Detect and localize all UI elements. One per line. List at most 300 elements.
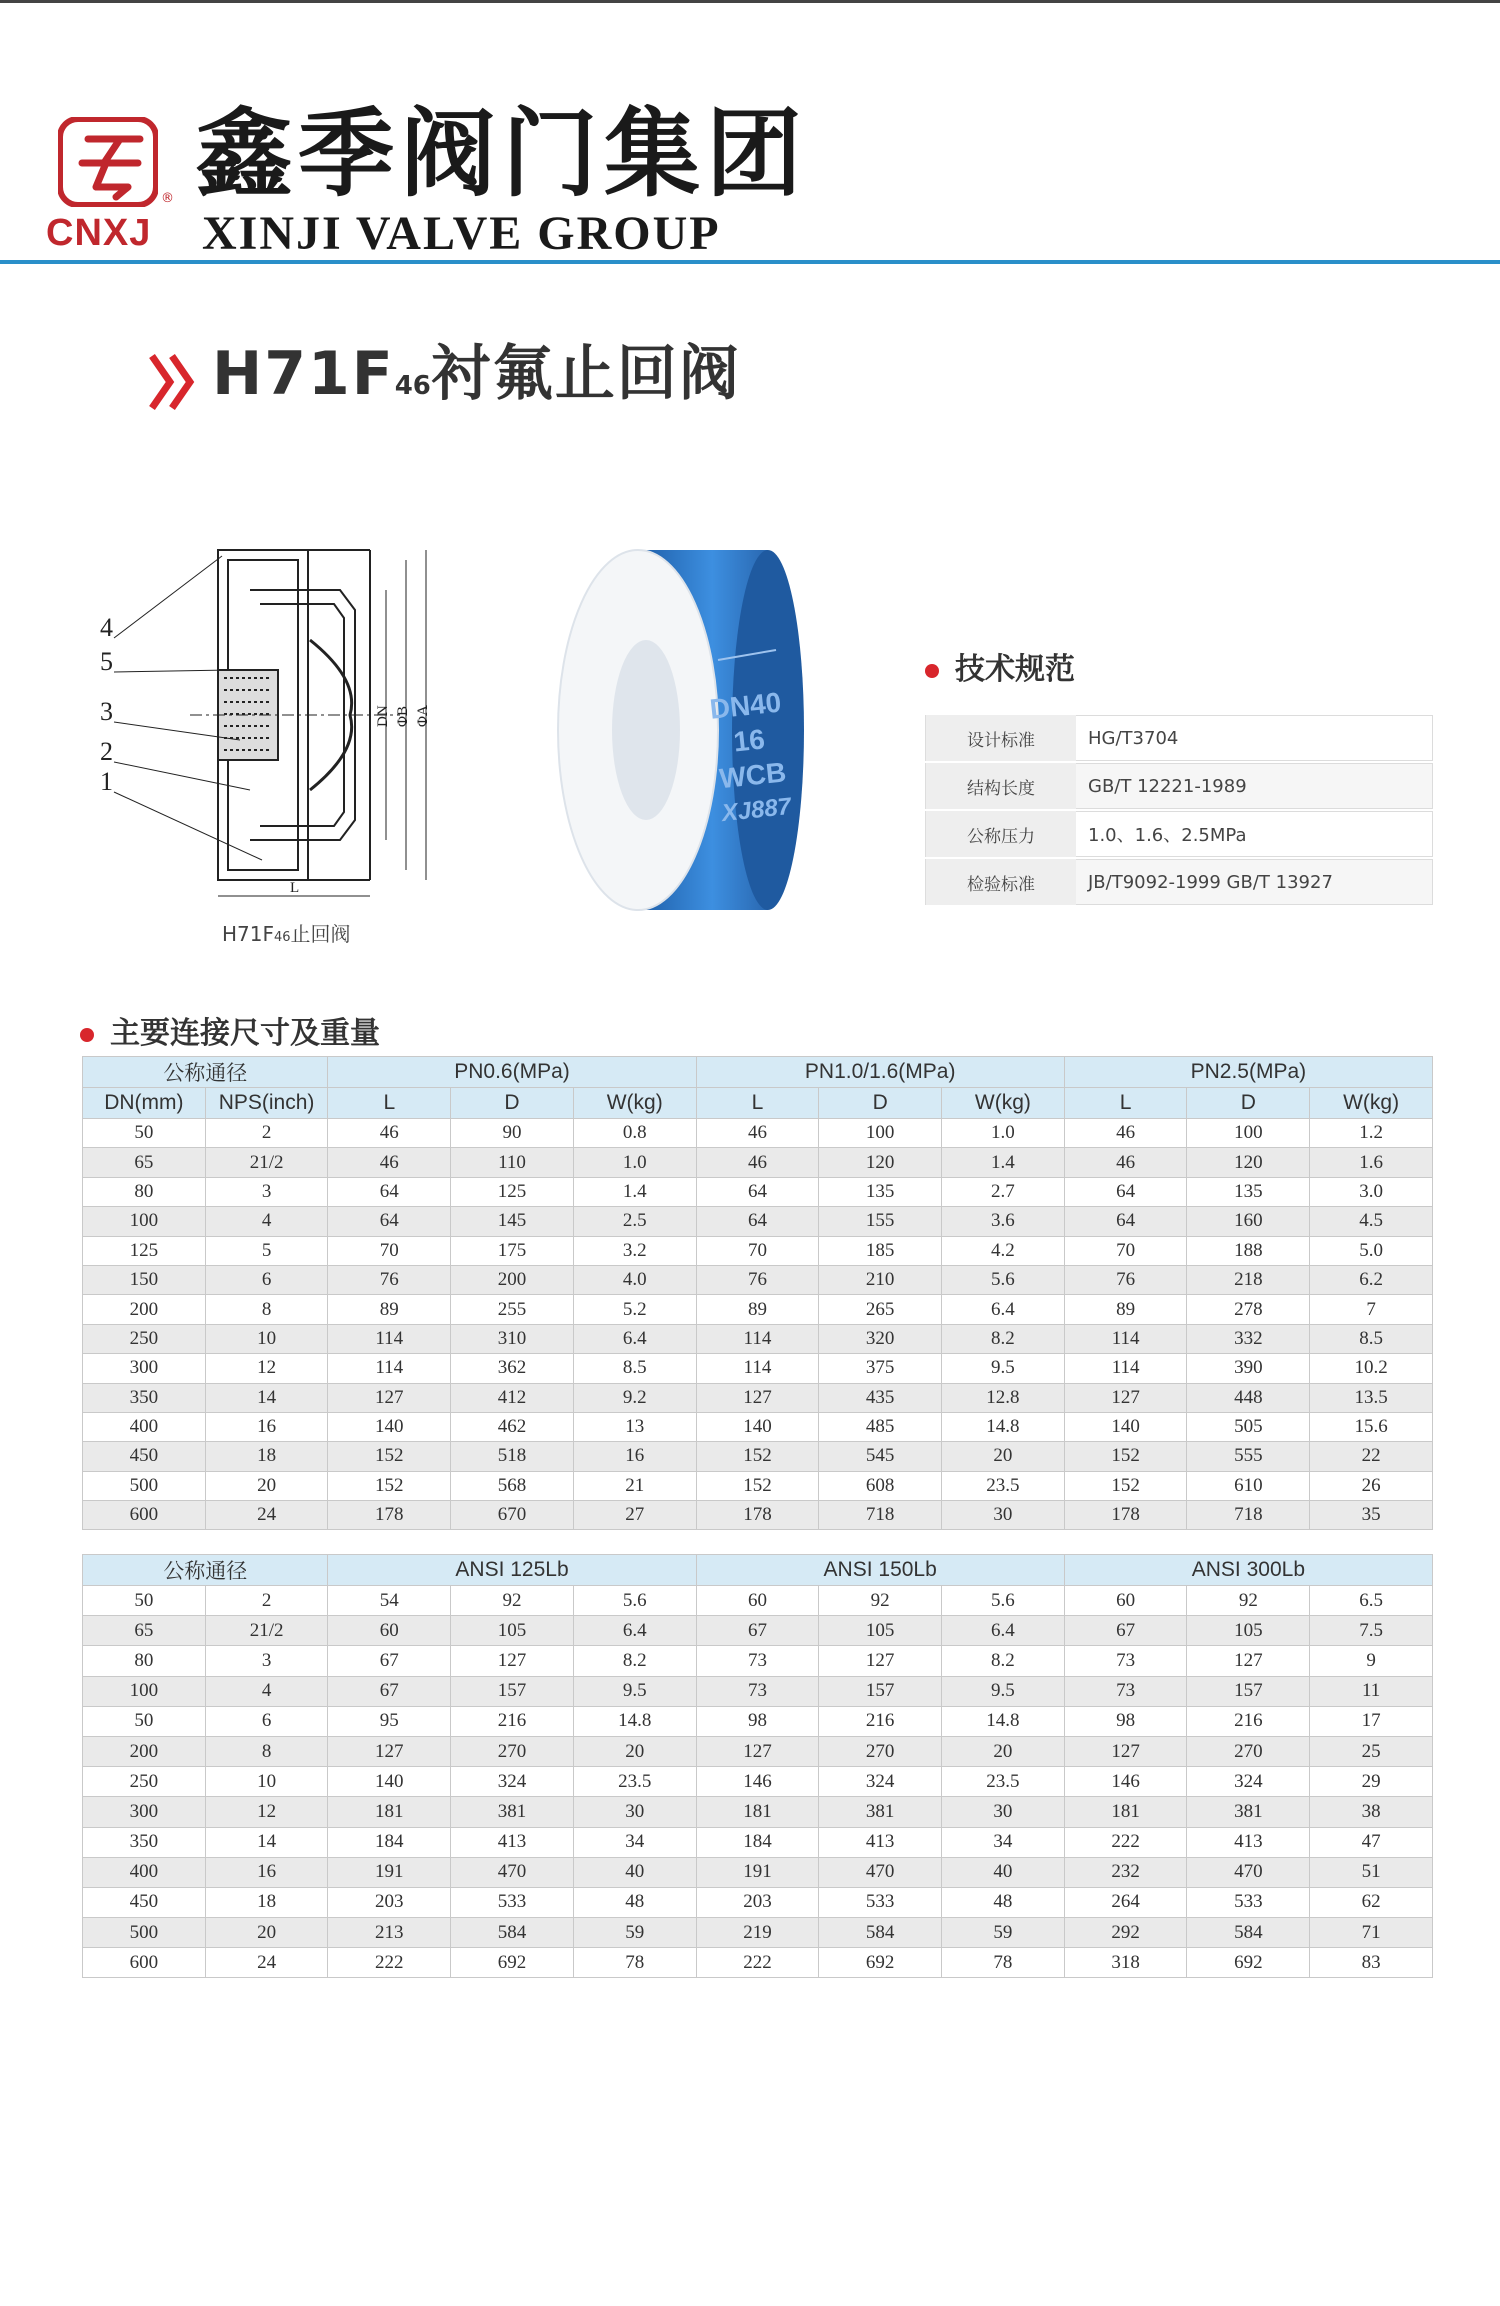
table-cell: 64 bbox=[696, 1177, 819, 1206]
table-cell: 120 bbox=[819, 1148, 942, 1177]
table-cell: 27 bbox=[573, 1501, 696, 1530]
table-cell: 568 bbox=[451, 1471, 574, 1500]
table-cell: 62 bbox=[1310, 1887, 1433, 1917]
table-cell: 92 bbox=[819, 1586, 942, 1616]
table-cell: 60 bbox=[696, 1586, 819, 1616]
double-chevron-icon bbox=[148, 352, 198, 416]
table-cell: 203 bbox=[328, 1887, 451, 1917]
table-cell: 3 bbox=[205, 1646, 328, 1676]
table-cell: 450 bbox=[83, 1887, 206, 1917]
table-row bbox=[83, 1177, 1433, 1206]
table-cell: 5.6 bbox=[573, 1586, 696, 1616]
table-cell: 78 bbox=[573, 1948, 696, 1978]
table-cell: 584 bbox=[1187, 1918, 1310, 1948]
table-cell: 184 bbox=[696, 1827, 819, 1857]
table-cell: 48 bbox=[573, 1887, 696, 1917]
table-cell: 51 bbox=[1310, 1857, 1433, 1887]
brand-short-name: CNXJ bbox=[46, 212, 152, 254]
table-cell: 110 bbox=[451, 1148, 574, 1177]
table-row bbox=[83, 1857, 1433, 1887]
table-cell: 255 bbox=[451, 1295, 574, 1324]
table-cell: 20 bbox=[942, 1442, 1065, 1471]
table-cell: 350 bbox=[83, 1827, 206, 1857]
group-header: 公称通径 bbox=[83, 1057, 328, 1088]
group-header: ANSI 125Lb bbox=[328, 1555, 696, 1586]
column-header: W(kg) bbox=[573, 1088, 696, 1119]
table-row bbox=[83, 1412, 1433, 1441]
table-cell: 10.2 bbox=[1310, 1354, 1433, 1383]
table-cell: 140 bbox=[328, 1412, 451, 1441]
table-cell: 200 bbox=[83, 1295, 206, 1324]
table-cell: 21/2 bbox=[205, 1616, 328, 1646]
table-cell: 400 bbox=[83, 1857, 206, 1887]
table-cell: 8.5 bbox=[1310, 1324, 1433, 1353]
table-cell: 8.2 bbox=[573, 1646, 696, 1676]
table-cell: 16 bbox=[205, 1857, 328, 1887]
table-cell: 470 bbox=[819, 1857, 942, 1887]
table-cell: 22 bbox=[1310, 1442, 1433, 1471]
table-cell: 218 bbox=[1187, 1265, 1310, 1294]
column-header: D bbox=[451, 1088, 574, 1119]
table-cell: 46 bbox=[696, 1119, 819, 1148]
table-cell: 67 bbox=[1064, 1616, 1187, 1646]
table-cell: 20 bbox=[573, 1736, 696, 1766]
table-cell: 35 bbox=[1310, 1501, 1433, 1530]
table-cell: 47 bbox=[1310, 1827, 1433, 1857]
table-cell: 140 bbox=[1064, 1412, 1187, 1441]
table-cell: 76 bbox=[328, 1265, 451, 1294]
table-cell: 300 bbox=[83, 1354, 206, 1383]
dimensions-heading bbox=[80, 1008, 380, 1052]
table-row bbox=[83, 1767, 1433, 1797]
spec-heading-text: 技术规范 bbox=[955, 652, 1075, 687]
caption-model-sub: 46 bbox=[274, 930, 291, 945]
table-cell: 250 bbox=[83, 1767, 206, 1797]
table-cell: 152 bbox=[1064, 1471, 1187, 1500]
table-cell: 155 bbox=[819, 1207, 942, 1236]
table-cell: 50 bbox=[83, 1586, 206, 1616]
table-cell: 98 bbox=[696, 1706, 819, 1736]
table-cell: 48 bbox=[942, 1887, 1065, 1917]
table-cell: 718 bbox=[819, 1501, 942, 1530]
table-cell: 127 bbox=[1064, 1736, 1187, 1766]
table-cell: 114 bbox=[696, 1354, 819, 1383]
table-cell: 448 bbox=[1187, 1383, 1310, 1412]
table-cell: 265 bbox=[819, 1295, 942, 1324]
table-cell: 692 bbox=[819, 1948, 942, 1978]
photo-marking: 16 bbox=[731, 723, 767, 758]
table-cell: 203 bbox=[696, 1887, 819, 1917]
spec-table bbox=[925, 713, 1433, 907]
table-cell: 83 bbox=[1310, 1948, 1433, 1978]
table-cell: 23.5 bbox=[942, 1767, 1065, 1797]
table-cell: 555 bbox=[1187, 1442, 1310, 1471]
table-cell: 1.6 bbox=[1310, 1148, 1433, 1177]
table-cell: 114 bbox=[328, 1354, 451, 1383]
table-row bbox=[83, 1616, 1433, 1646]
table-cell: 18 bbox=[205, 1442, 328, 1471]
table-cell: 25 bbox=[1310, 1736, 1433, 1766]
table-cell: 60 bbox=[328, 1616, 451, 1646]
dimension-label: DN bbox=[375, 705, 391, 727]
table-cell: 127 bbox=[1064, 1383, 1187, 1412]
table-cell: 219 bbox=[696, 1918, 819, 1948]
table-cell: 381 bbox=[819, 1797, 942, 1827]
table-row bbox=[83, 1586, 1433, 1616]
table-cell: 178 bbox=[696, 1501, 819, 1530]
table-cell: 270 bbox=[819, 1736, 942, 1766]
brand-name-cn: 鑫季阀门集团 bbox=[196, 98, 808, 210]
table-cell: 127 bbox=[696, 1736, 819, 1766]
table-cell: 175 bbox=[451, 1236, 574, 1265]
table-cell: 3.0 bbox=[1310, 1177, 1433, 1206]
table-cell: 13.5 bbox=[1310, 1383, 1433, 1412]
table-cell: 324 bbox=[1187, 1767, 1310, 1797]
table-row bbox=[83, 1354, 1433, 1383]
column-header: L bbox=[696, 1088, 819, 1119]
table-cell: 470 bbox=[1187, 1857, 1310, 1887]
table-cell: 135 bbox=[819, 1177, 942, 1206]
group-header: PN0.6(MPa) bbox=[328, 1057, 696, 1088]
table-cell: 127 bbox=[819, 1646, 942, 1676]
table-row bbox=[83, 1295, 1433, 1324]
product-photo bbox=[548, 540, 848, 920]
table-cell: 390 bbox=[1187, 1354, 1310, 1383]
table-cell: 250 bbox=[83, 1324, 206, 1353]
table-cell: 375 bbox=[819, 1354, 942, 1383]
table-cell: 16 bbox=[573, 1442, 696, 1471]
table-cell: 17 bbox=[1310, 1706, 1433, 1736]
table-cell: 200 bbox=[451, 1265, 574, 1294]
spec-value: GB/T 12221-1989 bbox=[1076, 763, 1433, 809]
table-cell: 95 bbox=[328, 1706, 451, 1736]
table-cell: 65 bbox=[83, 1616, 206, 1646]
table-row bbox=[83, 1887, 1433, 1917]
table-cell: 114 bbox=[1064, 1354, 1187, 1383]
table-cell: 100 bbox=[83, 1676, 206, 1706]
table-cell: 152 bbox=[696, 1442, 819, 1471]
table-cell: 222 bbox=[1064, 1827, 1187, 1857]
table-cell: 73 bbox=[696, 1646, 819, 1676]
table-cell: 7.5 bbox=[1310, 1616, 1433, 1646]
table-cell: 8.2 bbox=[942, 1324, 1065, 1353]
bullet-dot-icon bbox=[80, 1028, 94, 1042]
table-cell: 4.0 bbox=[573, 1265, 696, 1294]
title-model-sub: 46 bbox=[394, 371, 431, 401]
table-cell: 23.5 bbox=[573, 1767, 696, 1797]
table-cell: 20 bbox=[205, 1471, 328, 1500]
table-cell: 105 bbox=[819, 1616, 942, 1646]
table-cell: 6.4 bbox=[942, 1295, 1065, 1324]
product-title bbox=[212, 339, 741, 409]
table-cell: 157 bbox=[1187, 1676, 1310, 1706]
column-header: L bbox=[328, 1088, 451, 1119]
table-cell: 125 bbox=[451, 1177, 574, 1206]
table-cell: 16 bbox=[205, 1412, 328, 1441]
table-cell: 114 bbox=[1064, 1324, 1187, 1353]
table-row bbox=[83, 1119, 1433, 1148]
table-cell: 12.8 bbox=[942, 1383, 1065, 1412]
table-cell: 533 bbox=[819, 1887, 942, 1917]
dimensions-heading-text: 主要连接尺寸及重量 bbox=[110, 1016, 380, 1051]
table-cell: 462 bbox=[451, 1412, 574, 1441]
table-cell: 14 bbox=[205, 1827, 328, 1857]
table-cell: 157 bbox=[451, 1676, 574, 1706]
table-cell: 324 bbox=[451, 1767, 574, 1797]
table-group-header-row bbox=[83, 1057, 1433, 1088]
table-cell: 413 bbox=[1187, 1827, 1310, 1857]
table-cell: 100 bbox=[819, 1119, 942, 1148]
table-cell: 381 bbox=[451, 1797, 574, 1827]
table-cell: 412 bbox=[451, 1383, 574, 1412]
table-cell: 12 bbox=[205, 1354, 328, 1383]
dimensions-table-pn bbox=[82, 1056, 1433, 1530]
table-row bbox=[83, 1207, 1433, 1236]
dimensions-table-ansi bbox=[82, 1554, 1433, 1978]
table-cell: 152 bbox=[696, 1471, 819, 1500]
table-cell: 6 bbox=[205, 1265, 328, 1294]
table-cell: 54 bbox=[328, 1586, 451, 1616]
table-cell: 8.2 bbox=[942, 1646, 1065, 1676]
table-cell: 264 bbox=[1064, 1887, 1187, 1917]
table-cell: 30 bbox=[942, 1797, 1065, 1827]
table-cell: 92 bbox=[1187, 1586, 1310, 1616]
spec-value: JB/T9092-1999 GB/T 13927 bbox=[1076, 859, 1433, 905]
column-header: DN(mm) bbox=[83, 1088, 206, 1119]
table-cell: 59 bbox=[573, 1918, 696, 1948]
table-cell: 29 bbox=[1310, 1767, 1433, 1797]
table-row bbox=[83, 1676, 1433, 1706]
table-cell: 114 bbox=[328, 1324, 451, 1353]
table-cell: 5.2 bbox=[573, 1295, 696, 1324]
table-cell: 160 bbox=[1187, 1207, 1310, 1236]
table-cell: 46 bbox=[1064, 1119, 1187, 1148]
spec-value: HG/T3704 bbox=[1076, 715, 1433, 761]
table-cell: 73 bbox=[1064, 1676, 1187, 1706]
table-cell: 500 bbox=[83, 1918, 206, 1948]
table-cell: 34 bbox=[573, 1827, 696, 1857]
table-cell: 14.8 bbox=[942, 1412, 1065, 1441]
table-cell: 40 bbox=[942, 1857, 1065, 1887]
spec-key: 公称压力 bbox=[925, 811, 1076, 857]
caption-model: H71F bbox=[222, 922, 274, 946]
dimension-label: ΦB bbox=[395, 706, 411, 727]
table-cell: 50 bbox=[83, 1119, 206, 1148]
table-cell: 692 bbox=[451, 1948, 574, 1978]
table-cell: 232 bbox=[1064, 1857, 1187, 1887]
table-cell: 181 bbox=[696, 1797, 819, 1827]
table-cell: 435 bbox=[819, 1383, 942, 1412]
table-cell: 5.0 bbox=[1310, 1236, 1433, 1265]
spec-row bbox=[925, 811, 1433, 857]
table-cell: 200 bbox=[83, 1736, 206, 1766]
table-cell: 216 bbox=[819, 1706, 942, 1736]
dimension-label: ΦA bbox=[415, 705, 431, 727]
table-cell: 692 bbox=[1187, 1948, 1310, 1978]
table-cell: 152 bbox=[328, 1442, 451, 1471]
table-cell: 6.4 bbox=[942, 1616, 1065, 1646]
table-cell: 7 bbox=[1310, 1295, 1433, 1324]
table-cell: 324 bbox=[819, 1767, 942, 1797]
photo-marking: DN40 bbox=[708, 686, 783, 725]
table-row bbox=[83, 1827, 1433, 1857]
table-cell: 67 bbox=[696, 1616, 819, 1646]
column-header: NPS(inch) bbox=[205, 1088, 328, 1119]
table-cell: 14.8 bbox=[573, 1706, 696, 1736]
table-cell: 8.5 bbox=[573, 1354, 696, 1383]
table-cell: 73 bbox=[1064, 1646, 1187, 1676]
column-header: L bbox=[1064, 1088, 1187, 1119]
table-cell: 146 bbox=[1064, 1767, 1187, 1797]
table-cell: 89 bbox=[1064, 1295, 1187, 1324]
table-cell: 152 bbox=[328, 1471, 451, 1500]
table-cell: 76 bbox=[1064, 1265, 1187, 1294]
table-cell: 60 bbox=[1064, 1586, 1187, 1616]
part-number-label: 5 bbox=[100, 647, 113, 676]
table-cell: 6.5 bbox=[1310, 1586, 1433, 1616]
table-cell: 65 bbox=[83, 1148, 206, 1177]
table-row bbox=[83, 1236, 1433, 1265]
table-row bbox=[83, 1948, 1433, 1978]
table-cell: 127 bbox=[328, 1383, 451, 1412]
dimension-label: L bbox=[290, 880, 300, 896]
table-cell: 100 bbox=[83, 1207, 206, 1236]
table-cell: 14 bbox=[205, 1383, 328, 1412]
table-cell: 71 bbox=[1310, 1918, 1433, 1948]
table-cell: 533 bbox=[1187, 1887, 1310, 1917]
table-cell: 50 bbox=[83, 1706, 206, 1736]
table-cell: 127 bbox=[696, 1383, 819, 1412]
table-column-header-row bbox=[83, 1088, 1433, 1119]
table-cell: 545 bbox=[819, 1442, 942, 1471]
table-cell: 3.6 bbox=[942, 1207, 1065, 1236]
table-cell: 8 bbox=[205, 1295, 328, 1324]
column-header: W(kg) bbox=[942, 1088, 1065, 1119]
table-cell: 114 bbox=[696, 1324, 819, 1353]
table-cell: 135 bbox=[1187, 1177, 1310, 1206]
photo-marking: WCB bbox=[717, 756, 788, 795]
table-cell: 127 bbox=[328, 1736, 451, 1766]
spec-key: 检验标准 bbox=[925, 859, 1076, 905]
table-cell: 213 bbox=[328, 1918, 451, 1948]
spec-key: 结构长度 bbox=[925, 763, 1076, 809]
table-cell: 20 bbox=[205, 1918, 328, 1948]
table-cell: 222 bbox=[328, 1948, 451, 1978]
group-header: PN1.0/1.6(MPa) bbox=[696, 1057, 1064, 1088]
table-cell: 15.6 bbox=[1310, 1412, 1433, 1441]
table-cell: 181 bbox=[328, 1797, 451, 1827]
table-cell: 157 bbox=[819, 1676, 942, 1706]
table-cell: 9.5 bbox=[942, 1676, 1065, 1706]
table-cell: 6 bbox=[205, 1706, 328, 1736]
table-cell: 584 bbox=[451, 1918, 574, 1948]
table-cell: 146 bbox=[696, 1767, 819, 1797]
drawing-caption bbox=[222, 918, 351, 947]
brand-name-en: XINJI VALVE GROUP bbox=[202, 207, 721, 260]
table-cell: 1.2 bbox=[1310, 1119, 1433, 1148]
table-cell: 11 bbox=[1310, 1676, 1433, 1706]
table-cell: 500 bbox=[83, 1471, 206, 1500]
table-row bbox=[83, 1148, 1433, 1177]
table-cell: 3 bbox=[205, 1177, 328, 1206]
brand-logo-icon bbox=[58, 117, 158, 207]
table-cell: 5.6 bbox=[942, 1265, 1065, 1294]
table-group-header-row bbox=[83, 1555, 1433, 1586]
spec-row bbox=[925, 859, 1433, 905]
table-cell: 100 bbox=[1187, 1119, 1310, 1148]
spec-value: 1.0、1.6、2.5MPa bbox=[1076, 811, 1433, 857]
table-cell: 2 bbox=[205, 1586, 328, 1616]
table-cell: 30 bbox=[942, 1501, 1065, 1530]
caption-name: 止回阀 bbox=[290, 922, 351, 946]
bullet-dot-icon bbox=[925, 664, 939, 678]
table-cell: 505 bbox=[1187, 1412, 1310, 1441]
table-cell: 6.4 bbox=[573, 1616, 696, 1646]
table-cell: 80 bbox=[83, 1646, 206, 1676]
table-cell: 191 bbox=[328, 1857, 451, 1887]
table-cell: 152 bbox=[1064, 1442, 1187, 1471]
table-cell: 105 bbox=[1187, 1616, 1310, 1646]
group-header: ANSI 150Lb bbox=[696, 1555, 1064, 1586]
table-cell: 8 bbox=[205, 1736, 328, 1766]
table-row bbox=[83, 1471, 1433, 1500]
spec-row bbox=[925, 715, 1433, 761]
column-header: D bbox=[1187, 1088, 1310, 1119]
table-row bbox=[83, 1265, 1433, 1294]
table-row bbox=[83, 1706, 1433, 1736]
table-cell: 64 bbox=[1064, 1207, 1187, 1236]
table-row bbox=[83, 1383, 1433, 1412]
table-cell: 76 bbox=[696, 1265, 819, 1294]
table-cell: 150 bbox=[83, 1265, 206, 1294]
table-cell: 127 bbox=[451, 1646, 574, 1676]
table-cell: 413 bbox=[451, 1827, 574, 1857]
table-cell: 23.5 bbox=[942, 1471, 1065, 1500]
table-cell: 125 bbox=[83, 1236, 206, 1265]
spec-heading bbox=[925, 644, 1075, 688]
table-cell: 413 bbox=[819, 1827, 942, 1857]
table-cell: 210 bbox=[819, 1265, 942, 1294]
table-cell: 30 bbox=[573, 1797, 696, 1827]
table-cell: 12 bbox=[205, 1797, 328, 1827]
table-cell: 90 bbox=[451, 1119, 574, 1148]
table-cell: 270 bbox=[451, 1736, 574, 1766]
table-cell: 38 bbox=[1310, 1797, 1433, 1827]
table-cell: 78 bbox=[942, 1948, 1065, 1978]
column-header: D bbox=[819, 1088, 942, 1119]
table-cell: 320 bbox=[819, 1324, 942, 1353]
table-cell: 584 bbox=[819, 1918, 942, 1948]
table-cell: 92 bbox=[451, 1586, 574, 1616]
table-cell: 185 bbox=[819, 1236, 942, 1265]
table-cell: 278 bbox=[1187, 1295, 1310, 1324]
table-cell: 9.5 bbox=[942, 1354, 1065, 1383]
table-cell: 184 bbox=[328, 1827, 451, 1857]
table-cell: 46 bbox=[1064, 1148, 1187, 1177]
table-cell: 1.4 bbox=[573, 1177, 696, 1206]
table-cell: 10 bbox=[205, 1324, 328, 1353]
top-border bbox=[0, 0, 1500, 3]
table-cell: 40 bbox=[573, 1857, 696, 1887]
table-cell: 70 bbox=[696, 1236, 819, 1265]
table-row bbox=[83, 1646, 1433, 1676]
table-cell: 67 bbox=[328, 1676, 451, 1706]
table-cell: 5.6 bbox=[942, 1586, 1065, 1616]
table-cell: 600 bbox=[83, 1948, 206, 1978]
table-cell: 6.4 bbox=[573, 1324, 696, 1353]
table-cell: 20 bbox=[942, 1736, 1065, 1766]
table-cell: 1.0 bbox=[942, 1119, 1065, 1148]
